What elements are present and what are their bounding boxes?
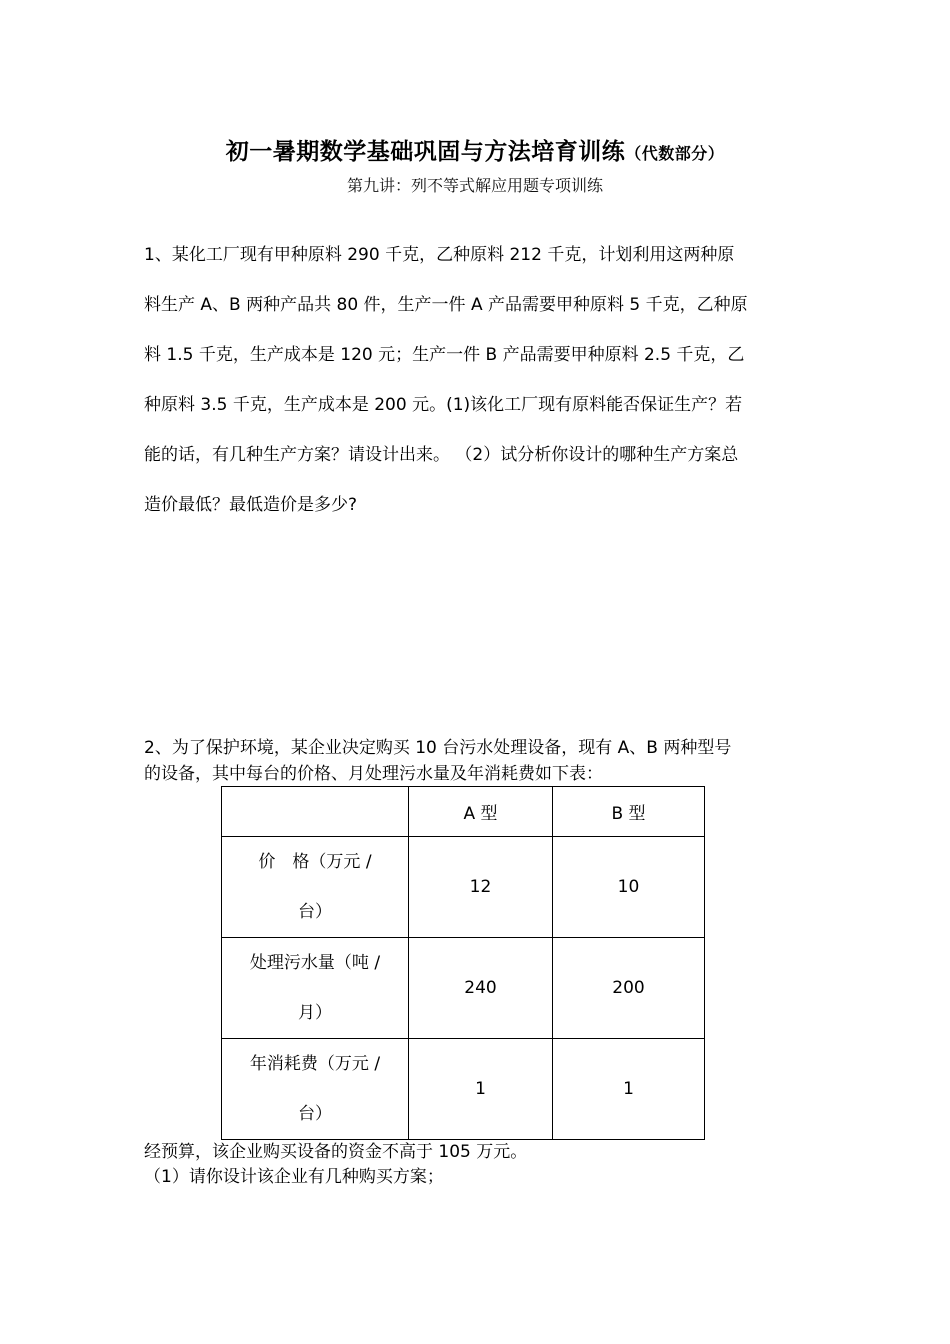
row-label-line: 台） xyxy=(298,1104,332,1124)
row-label-line: 月） xyxy=(298,1003,332,1023)
equipment-table xyxy=(221,786,705,1140)
table-cell-b: 1 xyxy=(553,1039,705,1140)
question-1-line: 料生产 A、B 两种产品共 80 件，生产一件 A 产品需要甲种原料 5 千克，乙种原 xyxy=(144,295,748,315)
table-row xyxy=(222,1039,705,1140)
question-1-line: 1、某化工厂现有甲种原料 290 千克，乙种原料 212 千克，计划利用这两种原 xyxy=(144,245,735,265)
table-header-cell: A 型 xyxy=(409,787,553,837)
question-2-intro xyxy=(144,735,824,787)
table-row-label xyxy=(222,938,409,1039)
question-2-followup xyxy=(144,1140,824,1190)
table-header-cell xyxy=(222,787,409,837)
row-label-line: 处理污水量（吨 / xyxy=(249,953,381,973)
table-header-row xyxy=(222,787,705,837)
table-row xyxy=(222,837,705,938)
table-cell-b: 10 xyxy=(553,837,705,938)
question-2-line: 的设备，其中每台的价格、月处理污水量及年消耗费如下表： xyxy=(144,764,603,784)
page-title xyxy=(0,136,950,170)
question-1-line: 料 1.5 千克，生产成本是 120 元；生产一件 B 产品需要甲种原料 2.5 千克，乙 xyxy=(144,345,745,365)
table-cell-a: 1 xyxy=(409,1039,553,1140)
table-cell-a: 240 xyxy=(409,938,553,1039)
table-cell-a: 12 xyxy=(409,837,553,938)
question-1-line: 造价最低？最低造价是多少? xyxy=(144,495,358,515)
page-subtitle: 第九讲：列不等式解应用题专项训练 xyxy=(346,176,603,195)
row-label-line: 价 格（万元 / xyxy=(258,852,372,872)
row-label-line: 年消耗费（万元 / xyxy=(249,1054,381,1074)
question-2-line: （1）请你设计该企业有几种购买方案； xyxy=(144,1167,444,1187)
question-2-line: 经预算，该企业购买设备的资金不高于 105 万元。 xyxy=(144,1142,528,1162)
question-2-line: 2、为了保护环境，某企业决定购买 10 台污水处理设备，现有 A、B 两种型号 xyxy=(144,738,732,758)
question-1-line: 种原料 3.5 千克，生产成本是 200 元。(1)该化工厂现有原料能否保证生产？若 xyxy=(144,395,743,415)
title-suffix: （代数部分） xyxy=(625,144,725,163)
table-row-label xyxy=(222,837,409,938)
question-1-line: 能的话，有几种生产方案？请设计出来。 （2）试分析你设计的哪种生产方案总 xyxy=(144,445,739,465)
row-label-line: 台） xyxy=(298,902,332,922)
question-1 xyxy=(144,230,814,530)
title-main: 初一暑期数学基础巩固与方法培育训练 xyxy=(225,139,626,165)
table-cell-b: 200 xyxy=(553,938,705,1039)
table-header-cell: B 型 xyxy=(553,787,705,837)
table-row xyxy=(222,938,705,1039)
table-row-label xyxy=(222,1039,409,1140)
